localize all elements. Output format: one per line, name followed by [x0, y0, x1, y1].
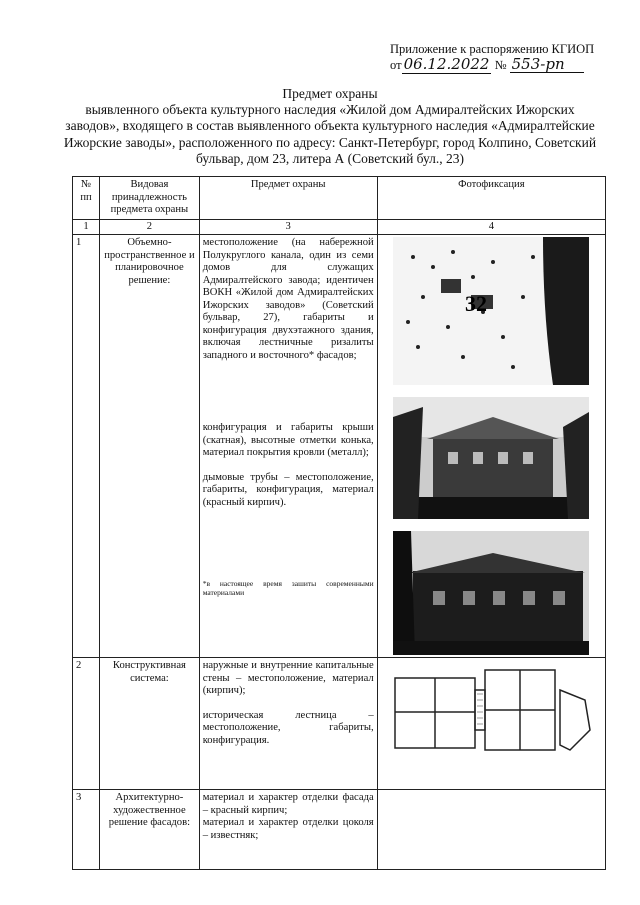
appendix-line: Приложение к распоряжению КГИОП	[390, 42, 595, 56]
table-row: 1 Объемно-пространственное и планировочное решение: местоположение (на набережной Полукруглого канала, один из семи домов для служащих Адмиралтейского завода; идентичен ВОКН «Жилой дом Адмиралтейских Ижорских заводов» (Советский бульвар, 27), габариты и конфигурация двухэтажного здания, включая лестничные ризалиты западного и восточного* фасадов; конфигурация и габариты крыши (скатная), высотные отметки конька, материал покрытия кровли (металл); дымовые трубы – местоположение, габариты, конфигурация, материал (красный кирпич). *в настоящее время зашиты современными материалами 32	[73, 235, 606, 658]
header-type: Видовая принадлежность предмета охраны	[100, 177, 200, 220]
order-number-line: от 06.12.2022 № 553-рп	[390, 57, 600, 73]
header-subject: Предмет охраны	[199, 177, 377, 220]
building-photo-1	[393, 397, 589, 519]
building-photo-2	[393, 531, 589, 655]
column-numbers-row: 1 2 3 4	[73, 219, 606, 235]
table-row: 2 Конструктивная система: наружные и внутренние капитальные стены – местоположение, материал (кирпич); историческая лестница – местоположение, габариты, конфигурация.	[73, 658, 606, 790]
order-number: 553-рп	[510, 57, 584, 73]
header-number: № пп	[73, 177, 100, 220]
table-row: 3 Архитектурно-художественное решение фасадов: материал и характер отделки фасада – красный кирпич; материал и характер отделки цоколя – известняк;	[73, 790, 606, 870]
map-label: 32	[465, 291, 488, 316]
table-header-row	[73, 177, 606, 220]
location-map-photo	[393, 237, 589, 385]
protection-subject-table	[72, 176, 606, 870]
document-title: Предмет охраны выявленного объекта культурного наследия «Жилой дом Адмиралтейских Ижорских заводов», входящего в состав выявленного объекта культурного наследия «Адмиралтейские Ижорские заводы», расположенного по адресу: Санкт-Петербург, город Колпино, Советский бульвар, дом 23, литера А (Советский бул., 23)	[63, 86, 597, 166]
footnote: *в настоящее время зашиты современными материалами	[202, 579, 374, 597]
floor-plan-drawing	[385, 660, 597, 768]
order-reference	[390, 42, 600, 73]
header-photo: Фотофиксация	[377, 177, 605, 220]
order-date: 06.12.2022	[403, 55, 490, 73]
